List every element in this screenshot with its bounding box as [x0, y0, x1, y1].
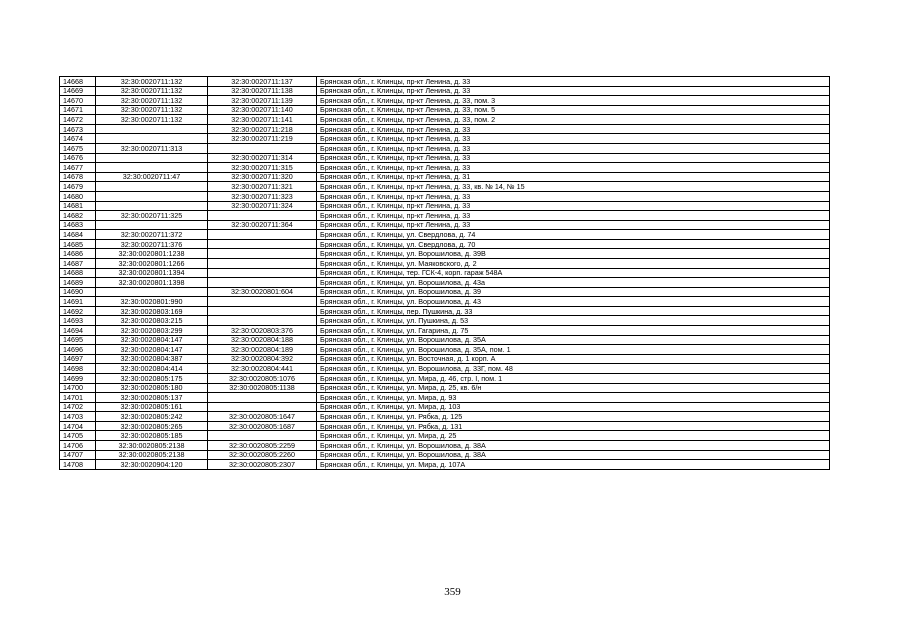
cadastral-number-cell: 32:30:0020805:175: [96, 373, 208, 383]
table-row: [60, 86, 830, 96]
row-number-cell: 14703: [60, 412, 96, 422]
row-number-cell: 14701: [60, 393, 96, 403]
row-number-cell: 14691: [60, 297, 96, 307]
table-row: [60, 163, 830, 173]
object-number-cell: [208, 268, 317, 278]
cadastral-number-cell: 32:30:0020801:1394: [96, 268, 208, 278]
address-cell: Брянская обл., г. Клинцы, ул. Ворошилова, д. 43: [317, 297, 830, 307]
address-cell: Брянская обл., г. Клинцы, пр-кт Ленина, д. 33: [317, 124, 830, 134]
object-number-cell: 32:30:0020805:2260: [208, 450, 317, 460]
cadastral-number-cell: 32:30:0020711:132: [96, 105, 208, 115]
table-row: [60, 287, 830, 297]
cadastral-number-cell: [96, 182, 208, 192]
address-cell: Брянская обл., г. Клинцы, пр-кт Ленина, д. 33: [317, 211, 830, 221]
object-number-cell: [208, 258, 317, 268]
table-row: [60, 239, 830, 249]
object-number-cell: 32:30:0020711:138: [208, 86, 317, 96]
object-number-cell: 32:30:0020711:324: [208, 201, 317, 211]
row-number-cell: 14675: [60, 144, 96, 154]
row-number-cell: 14680: [60, 191, 96, 201]
cadastral-number-cell: [96, 201, 208, 211]
cadastral-number-cell: 32:30:0020804:147: [96, 335, 208, 345]
cadastral-table: [59, 76, 830, 470]
table-row: [60, 383, 830, 393]
row-number-cell: 14669: [60, 86, 96, 96]
address-cell: Брянская обл., г. Клинцы, ул. Восточная, д. 1 корп. А: [317, 354, 830, 364]
address-cell: Брянская обл., г. Клинцы, ул. Маяковского, д. 2: [317, 258, 830, 268]
table-row: [60, 249, 830, 259]
cadastral-number-cell: 32:30:0020805:2138: [96, 440, 208, 450]
row-number-cell: 14702: [60, 402, 96, 412]
address-cell: Брянская обл., г. Клинцы, ул. Мира, д. 103: [317, 402, 830, 412]
cadastral-number-cell: 32:30:0020805:242: [96, 412, 208, 422]
table-row: [60, 431, 830, 441]
row-number-cell: 14699: [60, 373, 96, 383]
address-cell: Брянская обл., г. Клинцы, ул. Рябка, д. 125: [317, 412, 830, 422]
address-cell: Брянская обл., г. Клинцы, пр-кт Ленина, д. 33: [317, 77, 830, 87]
table-row: [60, 393, 830, 403]
address-cell: Брянская обл., г. Клинцы, тер. ГСК-4, корп. гараж 548А: [317, 268, 830, 278]
table-row: [60, 326, 830, 336]
address-cell: Брянская обл., г. Клинцы, ул. Ворошилова, д. 35А: [317, 335, 830, 345]
object-number-cell: 32:30:0020711:218: [208, 124, 317, 134]
cadastral-number-cell: 32:30:0020801:990: [96, 297, 208, 307]
page-number: 359: [444, 586, 461, 598]
row-number-cell: 14672: [60, 115, 96, 125]
cadastral-number-cell: 32:30:0020711:313: [96, 144, 208, 154]
cadastral-number-cell: 32:30:0020801:1238: [96, 249, 208, 259]
table-row: [60, 134, 830, 144]
object-number-cell: [208, 393, 317, 403]
cadastral-number-cell: [96, 220, 208, 230]
object-number-cell: 32:30:0020711:314: [208, 153, 317, 163]
address-cell: Брянская обл., г. Клинцы, пр-кт Ленина, д. 33, кв. № 14, № 15: [317, 182, 830, 192]
row-number-cell: 14673: [60, 124, 96, 134]
address-cell: Брянская обл., г. Клинцы, пр-кт Ленина, д. 33: [317, 144, 830, 154]
address-cell: Брянская обл., г. Клинцы, ул. Ворошилова, д. 39В: [317, 249, 830, 259]
cadastral-number-cell: 32:30:0020803:299: [96, 326, 208, 336]
table-row: [60, 373, 830, 383]
row-number-cell: 14698: [60, 364, 96, 374]
object-number-cell: 32:30:0020804:392: [208, 354, 317, 364]
cadastral-number-cell: 32:30:0020711:325: [96, 211, 208, 221]
row-number-cell: 14683: [60, 220, 96, 230]
object-number-cell: 32:30:0020804:188: [208, 335, 317, 345]
table-row: [60, 268, 830, 278]
address-cell: Брянская обл., г. Клинцы, ул. Ворошилова, д. 35А, пом. 1: [317, 345, 830, 355]
cadastral-number-cell: 32:30:0020904:120: [96, 460, 208, 470]
object-number-cell: [208, 249, 317, 259]
address-cell: Брянская обл., г. Клинцы, пр-кт Ленина, д. 33, пом. 2: [317, 115, 830, 125]
table-row: [60, 182, 830, 192]
row-number-cell: 14694: [60, 326, 96, 336]
cadastral-number-cell: [96, 153, 208, 163]
table-row: [60, 211, 830, 221]
cadastral-number-cell: [96, 134, 208, 144]
row-number-cell: 14684: [60, 230, 96, 240]
object-number-cell: [208, 431, 317, 441]
cadastral-number-cell: 32:30:0020805:180: [96, 383, 208, 393]
object-number-cell: 32:30:0020711:320: [208, 172, 317, 182]
cadastral-number-cell: 32:30:0020711:376: [96, 239, 208, 249]
cadastral-number-cell: 32:30:0020711:132: [96, 77, 208, 87]
row-number-cell: 14676: [60, 153, 96, 163]
table-row: [60, 364, 830, 374]
row-number-cell: 14706: [60, 440, 96, 450]
object-number-cell: [208, 144, 317, 154]
address-cell: Брянская обл., г. Клинцы, пр-кт Ленина, д. 33: [317, 220, 830, 230]
object-number-cell: [208, 211, 317, 221]
address-cell: Брянская обл., г. Клинцы, ул. Мира, д. 93: [317, 393, 830, 403]
cadastral-number-cell: 32:30:0020711:132: [96, 96, 208, 106]
address-cell: Брянская обл., г. Клинцы, ул. Мира, д. 25, кв. 6/н: [317, 383, 830, 393]
table-row: [60, 345, 830, 355]
table-row: [60, 306, 830, 316]
object-number-cell: 32:30:0020804:189: [208, 345, 317, 355]
address-cell: Брянская обл., г. Клинцы, ул. Ворошилова, д. 33Г, пом. 48: [317, 364, 830, 374]
object-number-cell: [208, 278, 317, 288]
object-number-cell: 32:30:0020805:1687: [208, 421, 317, 431]
object-number-cell: 32:30:0020711:140: [208, 105, 317, 115]
object-number-cell: 32:30:0020711:315: [208, 163, 317, 173]
object-number-cell: [208, 297, 317, 307]
address-cell: Брянская обл., г. Клинцы, пр-кт Ленина, д. 33, пом. 5: [317, 105, 830, 115]
cadastral-number-cell: 32:30:0020711:47: [96, 172, 208, 182]
object-number-cell: [208, 402, 317, 412]
row-number-cell: 14686: [60, 249, 96, 259]
table-row: [60, 230, 830, 240]
table-row: [60, 460, 830, 470]
table-row: [60, 144, 830, 154]
address-cell: Брянская обл., г. Клинцы, ул. Мира, д. 46, стр. I, пом. 1: [317, 373, 830, 383]
table-row: [60, 258, 830, 268]
object-number-cell: [208, 316, 317, 326]
address-cell: Брянская обл., г. Клинцы, пр-кт Ленина, д. 33: [317, 191, 830, 201]
table-row: [60, 201, 830, 211]
row-number-cell: 14687: [60, 258, 96, 268]
table-row: [60, 96, 830, 106]
object-number-cell: 32:30:0020805:2259: [208, 440, 317, 450]
cadastral-number-cell: 32:30:0020711:372: [96, 230, 208, 240]
cadastral-number-cell: [96, 191, 208, 201]
object-number-cell: 32:30:0020711:141: [208, 115, 317, 125]
object-number-cell: 32:30:0020711:139: [208, 96, 317, 106]
row-number-cell: 14708: [60, 460, 96, 470]
address-cell: Брянская обл., г. Клинцы, ул. Ворошилова, д. 39: [317, 287, 830, 297]
table-body: [60, 77, 830, 470]
cadastral-number-cell: 32:30:0020805:161: [96, 402, 208, 412]
table-row: [60, 412, 830, 422]
row-number-cell: 14696: [60, 345, 96, 355]
row-number-cell: 14697: [60, 354, 96, 364]
address-cell: Брянская обл., г. Клинцы, ул. Мира, д. 107А: [317, 460, 830, 470]
cadastral-number-cell: [96, 124, 208, 134]
address-cell: Брянская обл., г. Клинцы, ул. Мира, д. 25: [317, 431, 830, 441]
table-row: [60, 172, 830, 182]
row-number-cell: 14670: [60, 96, 96, 106]
object-number-cell: 32:30:0020711:323: [208, 191, 317, 201]
cadastral-number-cell: 32:30:0020803:169: [96, 306, 208, 316]
address-cell: Брянская обл., г. Клинцы, ул. Ворошилова, д. 38А: [317, 450, 830, 460]
row-number-cell: 14695: [60, 335, 96, 345]
table-row: [60, 450, 830, 460]
object-number-cell: 32:30:0020805:1076: [208, 373, 317, 383]
row-number-cell: 14674: [60, 134, 96, 144]
address-cell: Брянская обл., г. Клинцы, пр-кт Ленина, д. 33: [317, 201, 830, 211]
address-cell: Брянская обл., г. Клинцы, ул. Ворошилова, д. 38А: [317, 440, 830, 450]
table-row: [60, 115, 830, 125]
object-number-cell: 32:30:0020801:604: [208, 287, 317, 297]
address-cell: Брянская обл., г. Клинцы, ул. Пушкина, д. 53: [317, 316, 830, 326]
cadastral-number-cell: 32:30:0020711:132: [96, 86, 208, 96]
table-row: [60, 153, 830, 163]
cadastral-number-cell: 32:30:0020804:414: [96, 364, 208, 374]
table-row: [60, 421, 830, 431]
object-number-cell: 32:30:0020711:321: [208, 182, 317, 192]
row-number-cell: 14692: [60, 306, 96, 316]
table-row: [60, 77, 830, 87]
row-number-cell: 14700: [60, 383, 96, 393]
row-number-cell: 14677: [60, 163, 96, 173]
row-number-cell: 14707: [60, 450, 96, 460]
address-cell: Брянская обл., г. Клинцы, ул. Свердлова, д. 74: [317, 230, 830, 240]
table-row: [60, 124, 830, 134]
object-number-cell: [208, 306, 317, 316]
object-number-cell: 32:30:0020803:376: [208, 326, 317, 336]
row-number-cell: 14681: [60, 201, 96, 211]
cadastral-number-cell: 32:30:0020803:215: [96, 316, 208, 326]
table-row: [60, 402, 830, 412]
cadastral-number-cell: 32:30:0020805:137: [96, 393, 208, 403]
address-cell: Брянская обл., г. Клинцы, пер. Пушкина, д. 33: [317, 306, 830, 316]
cadastral-number-cell: 32:30:0020711:132: [96, 115, 208, 125]
row-number-cell: 14671: [60, 105, 96, 115]
row-number-cell: 14704: [60, 421, 96, 431]
table-row: [60, 220, 830, 230]
object-number-cell: 32:30:0020711:219: [208, 134, 317, 144]
row-number-cell: 14690: [60, 287, 96, 297]
address-cell: Брянская обл., г. Клинцы, пр-кт Ленина, д. 33: [317, 163, 830, 173]
row-number-cell: 14693: [60, 316, 96, 326]
cadastral-number-cell: 32:30:0020805:265: [96, 421, 208, 431]
cadastral-number-cell: [96, 287, 208, 297]
row-number-cell: 14689: [60, 278, 96, 288]
object-number-cell: 32:30:0020805:1138: [208, 383, 317, 393]
cadastral-number-cell: [96, 163, 208, 173]
table-row: [60, 105, 830, 115]
table-row: [60, 316, 830, 326]
row-number-cell: 14679: [60, 182, 96, 192]
address-cell: Брянская обл., г. Клинцы, пр-кт Ленина, д. 33, пом. 3: [317, 96, 830, 106]
table-row: [60, 278, 830, 288]
table-row: [60, 191, 830, 201]
cadastral-number-cell: 32:30:0020805:2138: [96, 450, 208, 460]
row-number-cell: 14668: [60, 77, 96, 87]
object-number-cell: 32:30:0020804:441: [208, 364, 317, 374]
row-number-cell: 14682: [60, 211, 96, 221]
address-cell: Брянская обл., г. Клинцы, ул. Рябка, д. 131: [317, 421, 830, 431]
address-cell: Брянская обл., г. Клинцы, ул. Ворошилова, д. 43а: [317, 278, 830, 288]
address-cell: Брянская обл., г. Клинцы, пр-кт Ленина, д. 33: [317, 153, 830, 163]
address-cell: Брянская обл., г. Клинцы, пр-кт Ленина, д. 33: [317, 134, 830, 144]
row-number-cell: 14678: [60, 172, 96, 182]
object-number-cell: 32:30:0020711:137: [208, 77, 317, 87]
address-cell: Брянская обл., г. Клинцы, пр-кт Ленина, д. 33: [317, 86, 830, 96]
object-number-cell: [208, 239, 317, 249]
object-number-cell: 32:30:0020711:364: [208, 220, 317, 230]
table-row: [60, 440, 830, 450]
cadastral-number-cell: 32:30:0020804:387: [96, 354, 208, 364]
cadastral-number-cell: 32:30:0020805:185: [96, 431, 208, 441]
cadastral-number-cell: 32:30:0020804:147: [96, 345, 208, 355]
object-number-cell: [208, 230, 317, 240]
cadastral-number-cell: 32:30:0020801:1266: [96, 258, 208, 268]
address-cell: Брянская обл., г. Клинцы, пр-кт Ленина, д. 31: [317, 172, 830, 182]
table-row: [60, 297, 830, 307]
object-number-cell: 32:30:0020805:1647: [208, 412, 317, 422]
cadastral-number-cell: 32:30:0020801:1398: [96, 278, 208, 288]
row-number-cell: 14688: [60, 268, 96, 278]
table-row: [60, 335, 830, 345]
row-number-cell: 14685: [60, 239, 96, 249]
row-number-cell: 14705: [60, 431, 96, 441]
object-number-cell: 32:30:0020805:2307: [208, 460, 317, 470]
table-row: [60, 354, 830, 364]
address-cell: Брянская обл., г. Клинцы, ул. Свердлова, д. 70: [317, 239, 830, 249]
address-cell: Брянская обл., г. Клинцы, ул. Гагарина, д. 75: [317, 326, 830, 336]
